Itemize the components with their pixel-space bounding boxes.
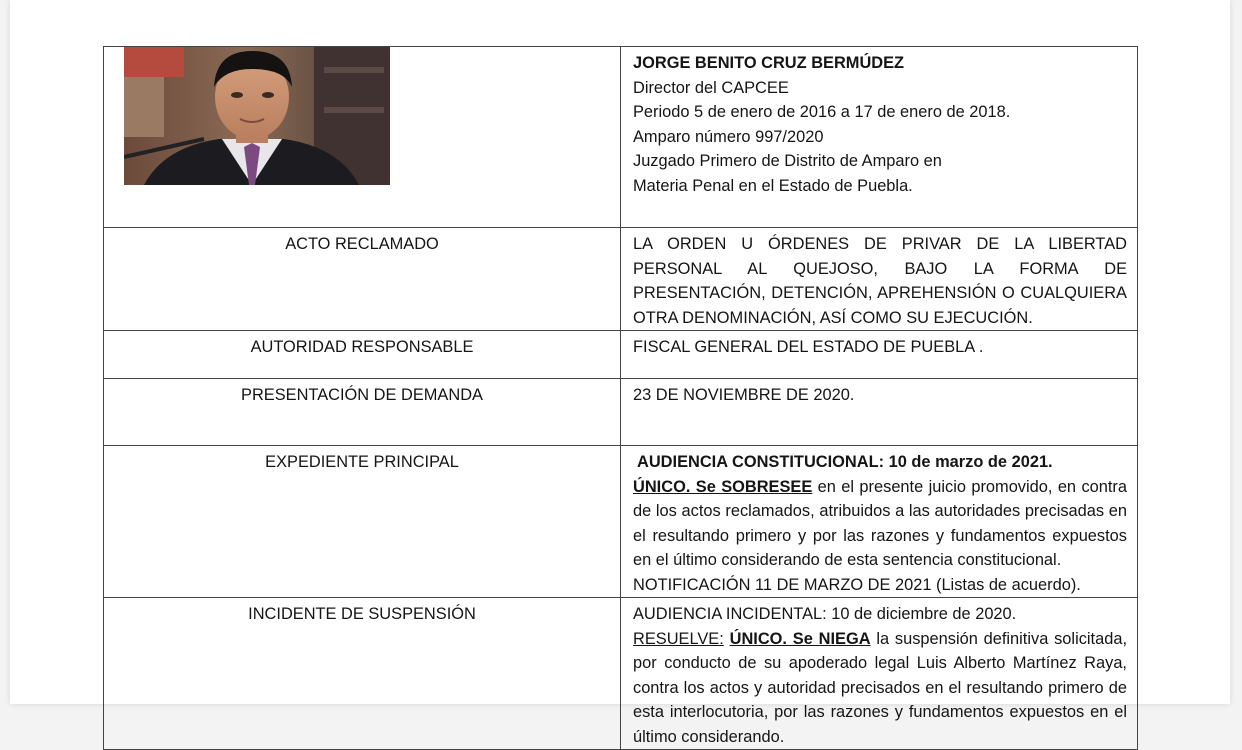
incidente-resuelve: RESUELVE: xyxy=(633,629,724,648)
incidente-content xyxy=(621,598,1138,750)
court-line-2: Materia Penal en el Estado de Puebla. xyxy=(633,176,913,195)
expediente-notificacion: NOTIFICACIÓN 11 DE MARZO DE 2021 (Listas de acuerdo). xyxy=(633,575,1081,594)
autoridad-row xyxy=(104,331,1138,379)
profile-details xyxy=(621,47,1138,228)
acto-text: LA ORDEN U ÓRDENES DE PRIVAR DE LA LIBERTAD PERSONAL AL QUEJOSO, BAJO LA FORMA DE PRESENTACIÓN, DETENCIÓN, APREHENSIÓN O CUALQUIERA OTRA DENOMINACIÓN, ASÍ COMO SU EJECUCIÓN. xyxy=(621,228,1138,331)
incidente-resolution xyxy=(633,627,1127,750)
incidente-row xyxy=(104,598,1138,750)
acto-row xyxy=(104,228,1138,331)
portrait-photo xyxy=(124,47,390,185)
autoridad-label: AUTORIDAD RESPONSABLE xyxy=(104,331,621,379)
amparo-number: Amparo número 997/2020 xyxy=(633,127,824,146)
person-name: JORGE BENITO CRUZ BERMÚDEZ xyxy=(633,54,905,72)
presentacion-row xyxy=(104,379,1138,446)
expediente-label: EXPEDIENTE PRINCIPAL xyxy=(104,446,621,598)
expediente-row xyxy=(104,446,1138,598)
incidente-label: INCIDENTE DE SUSPENSIÓN xyxy=(104,598,621,750)
acto-label: ACTO RECLAMADO xyxy=(104,228,621,331)
expediente-resolution xyxy=(633,475,1127,573)
presentacion-text: 23 DE NOVIEMBRE DE 2020. xyxy=(621,379,1138,446)
incidente-resolutivo: ÚNICO. Se NIEGA xyxy=(729,629,871,648)
presentacion-label: PRESENTACIÓN DE DEMANDA xyxy=(104,379,621,446)
expediente-resolution-text: en el presente juicio promovido, en contra de los actos reclamados, atribuidos a las autoridades precisadas en el resultando primero y por las razones y fundamentos expuestos en el último considerando de esta sentencia constitucional. xyxy=(633,477,1127,569)
court-line-1: Juzgado Primero de Distrito de Amparo en xyxy=(633,152,942,170)
person-period: Periodo 5 de enero de 2016 a 17 de enero de 2018. xyxy=(633,103,1011,121)
expediente-content xyxy=(621,446,1138,598)
person-position: Director del CAPCEE xyxy=(633,78,789,97)
incidente-resolution-text: la suspensión definitiva solicitada, por conducto de su apoderado legal Luis Alberto Martínez Raya, contra los actos y autoridad precisados en el resultando primero de esta interlocutoria, por las razones y fundamentos expuestos en el último considerando. xyxy=(633,629,1127,746)
expediente-resolutivo: ÚNICO. Se SOBRESEE xyxy=(633,477,813,496)
autoridad-text: FISCAL GENERAL DEL ESTADO DE PUEBLA . xyxy=(621,331,1138,379)
incidente-audiencia: AUDIENCIA INCIDENTAL: 10 de diciembre de 2020. xyxy=(633,605,1017,623)
expediente-audiencia: AUDIENCIA CONSTITUCIONAL: 10 de marzo de 2021. xyxy=(637,453,1053,471)
